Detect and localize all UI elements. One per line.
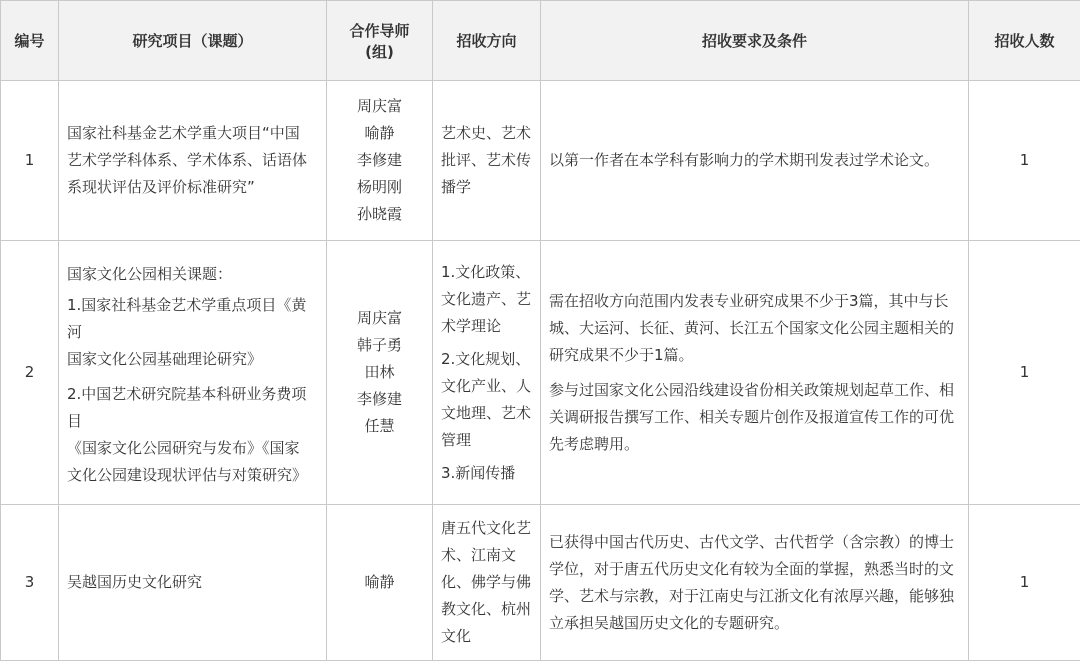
tutor-name: 周庆富	[356, 97, 402, 115]
requirement-line: 研究成果不少于1篇。	[549, 345, 694, 364]
direction-line: 播学	[441, 178, 472, 196]
row-tutors	[327, 505, 433, 661]
requirement-line: 学、艺术与宗教，对于江南史与江浙文化有浓厚兴趣，能够独	[549, 586, 955, 605]
requirement-line: 需在招收方向范围内发表专业研究成果不少于3篇，其中与长	[549, 291, 949, 310]
requirement-line: 以第一作者在本学科有影响力的学术期刊发表过学术论文。	[549, 151, 940, 169]
direction-line: 唐五代文化艺	[441, 519, 532, 537]
requirement-line: 先考虑聘用。	[549, 434, 640, 453]
tutor-name: 任慧	[364, 417, 395, 435]
table-row	[1, 81, 1080, 241]
direction-line: 术学理论	[441, 316, 502, 335]
row-no: 2	[1, 241, 59, 505]
requirement-line: 关调研报告撰写工作、相关专题片创作及报道宣传工作的可优	[549, 407, 955, 426]
header-count: 招收人数	[969, 1, 1080, 81]
tutor-name: 孙晓霞	[356, 205, 402, 223]
row-count: 1	[969, 505, 1080, 661]
project-line: 国家文化公园相关课题：	[67, 264, 233, 283]
direction-line: 文化产业、人	[441, 376, 532, 395]
row-project	[59, 505, 327, 661]
row-tutors	[327, 81, 433, 241]
header-tutor	[327, 1, 433, 81]
tutor-name: 李修建	[356, 390, 402, 408]
project-line: 1.国家社科基金艺术学重点项目《黄河	[67, 295, 307, 341]
project-line: 艺术学学科体系、学术体系、话语体	[67, 151, 308, 169]
direction-line: 文地理、艺术	[441, 403, 532, 422]
direction-line: 3.新闻传播	[441, 463, 516, 482]
requirement-line: 已获得中国古代历史、古代文学、古代哲学（含宗教）的博士	[549, 532, 955, 551]
tutor-name: 周庆富	[356, 309, 402, 327]
direction-line: 化、佛学与佛	[441, 573, 532, 591]
project-line: 国家文化公园基础理论研究》	[67, 349, 263, 368]
row-direction	[433, 505, 541, 661]
header-tutor-line-2: (组)	[365, 42, 394, 61]
project-line: 吴越国历史文化研究	[67, 573, 203, 591]
requirement-line: 学位，对于唐五代历史文化有较为全面的掌握，熟悉当时的文	[549, 559, 955, 578]
direction-line: 术、江南文	[441, 546, 517, 564]
row-requirements	[541, 505, 969, 661]
row-no: 3	[1, 505, 59, 661]
direction-line: 2.文化规划、	[441, 349, 531, 368]
direction-line: 文化	[441, 627, 472, 645]
row-direction	[433, 241, 541, 505]
row-tutors	[327, 241, 433, 505]
tutor-name: 李修建	[356, 151, 402, 169]
direction-line: 批评、艺术传	[441, 151, 532, 169]
project-line: 国家社科基金艺术学重大项目“中国	[67, 124, 300, 142]
direction-line: 艺术史、艺术	[441, 124, 532, 142]
row-requirements	[541, 81, 969, 241]
requirement-line: 城、大运河、长征、黄河、长江五个国家文化公园主题相关的	[549, 318, 955, 337]
tutor-name: 喻静	[364, 124, 395, 142]
project-line: 2.中国艺术研究院基本科研业务费项目	[67, 384, 307, 430]
row-project	[59, 81, 327, 241]
header-direction: 招收方向	[433, 1, 541, 81]
row-no: 1	[1, 81, 59, 241]
project-line: 文化公园建设现状评估与对策研究》	[67, 465, 308, 484]
table-row	[1, 241, 1080, 505]
row-count: 1	[969, 81, 1080, 241]
direction-line: 管理	[441, 430, 472, 449]
direction-line: 1.文化政策、	[441, 262, 531, 281]
tutor-name: 韩子勇	[356, 336, 402, 354]
tutor-name: 杨明刚	[356, 178, 402, 196]
row-requirements	[541, 241, 969, 505]
requirement-line: 立承担吴越国历史文化的专题研究。	[549, 613, 790, 632]
table-header-row	[1, 1, 1080, 81]
tutor-name: 喻静	[364, 573, 395, 591]
header-project: 研究项目（课题）	[59, 1, 327, 81]
row-project	[59, 241, 327, 505]
direction-line: 教文化、杭州	[441, 600, 532, 618]
direction-line: 文化遗产、艺	[441, 289, 532, 308]
row-count: 1	[969, 241, 1080, 505]
tutor-name: 田林	[364, 363, 395, 381]
header-tutor-line-1: 合作导师	[349, 21, 410, 40]
project-line: 《国家文化公园研究与发布》《国家	[67, 438, 300, 457]
requirement-line: 参与过国家文化公园沿线建设省份相关政策规划起草工作、相	[549, 380, 955, 399]
project-line: 系现状评估及评价标准研究”	[67, 178, 255, 196]
row-direction	[433, 81, 541, 241]
table-row	[1, 505, 1080, 661]
header-requirements: 招收要求及条件	[541, 1, 969, 81]
header-no: 编号	[1, 1, 59, 81]
